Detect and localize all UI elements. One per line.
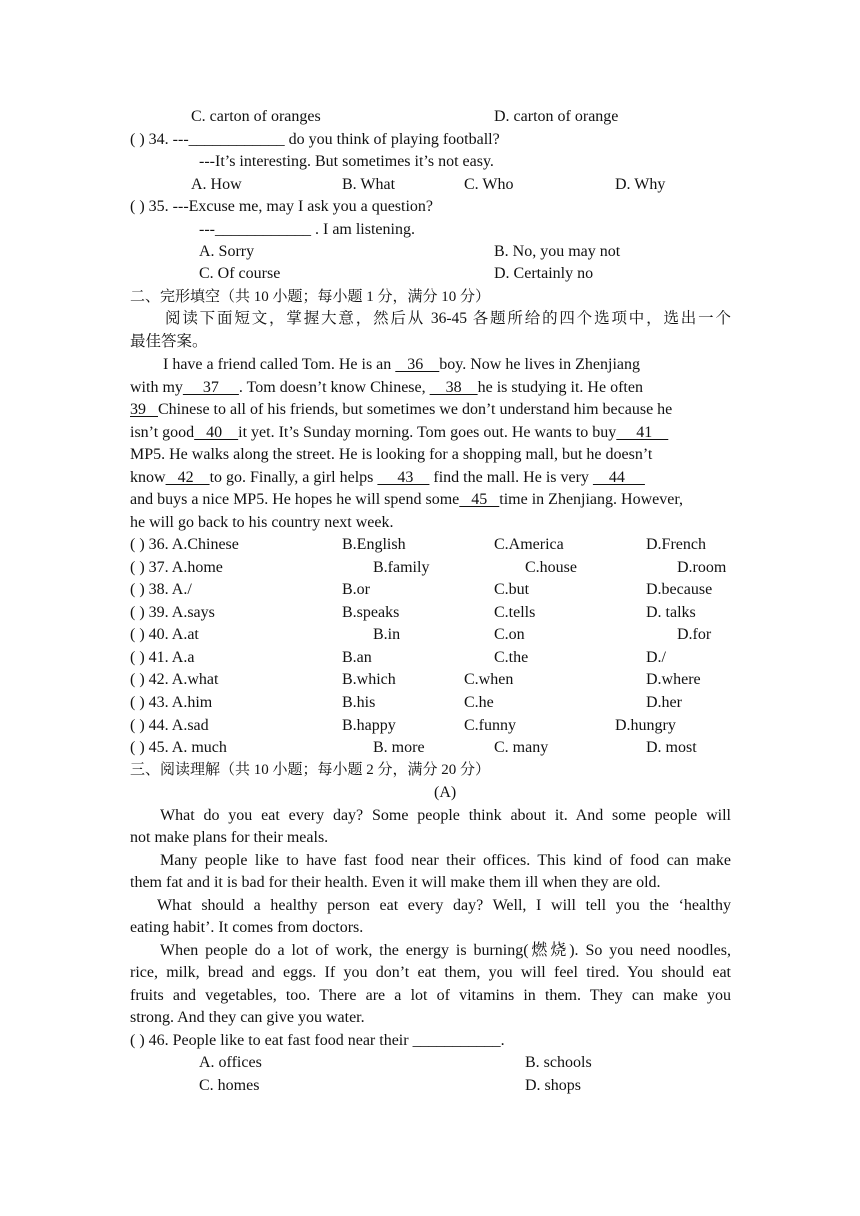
reading-p4-line-3: fruits and vegetables, too. There are a lot of vitamins in them. They can make you xyxy=(130,987,731,1004)
passage-text: isn’t good xyxy=(130,424,195,441)
blank-45: 45 xyxy=(459,491,500,508)
section-cloze-instruction-end: 最佳答案。 xyxy=(130,333,208,350)
cloze-38-option-c: C.but xyxy=(494,581,530,598)
passage-line-3 xyxy=(130,399,672,421)
cloze-37-option-b: B.family xyxy=(373,559,430,576)
q34-option-a: A. How xyxy=(191,176,242,193)
cloze-39-label: ( ) 39. A.says xyxy=(130,604,215,621)
blank-41: 41 xyxy=(616,424,669,441)
section-cloze-instruction: 阅读下面短文，掌握大意，然后从 36-45 各题所给的四个选项中，选出一个 xyxy=(165,310,731,327)
blank-43: 43 xyxy=(377,469,430,486)
cloze-40-option-b: B.in xyxy=(373,626,401,643)
passage-text: with my xyxy=(130,379,183,396)
q34-question xyxy=(130,129,500,151)
passage-line-8: he will go back to his country next week. xyxy=(130,514,394,531)
cloze-41-label: ( ) 41. A.a xyxy=(130,649,195,666)
reading-p3-line-1: What should a healthy person eat every day? Well, I will tell you the ‘healthy xyxy=(157,897,731,914)
cloze-37-option-d: D.room xyxy=(677,559,727,576)
reading-p1-line-1: What do you eat every day? Some people think about it. And some people will xyxy=(160,807,731,824)
cloze-42-label: ( ) 42. A.what xyxy=(130,671,219,688)
passage-line-7 xyxy=(130,489,683,511)
reading-p2-line-2: them fat and it is bad for their health. Even it will make them ill when they are old. xyxy=(130,874,661,891)
cloze-43-option-c: C.he xyxy=(464,694,494,711)
q35-option-a: A. Sorry xyxy=(199,243,255,260)
passage-line-1 xyxy=(163,354,640,376)
q35-answer xyxy=(199,219,415,241)
passage-text: I have a friend called Tom. He is an xyxy=(163,356,396,373)
cloze-45-label: ( ) 45. A. much xyxy=(130,739,227,756)
q46-option-c: C. homes xyxy=(199,1077,260,1094)
q33-option-d: D. carton of orange xyxy=(494,108,619,125)
q46-option-d: D. shops xyxy=(525,1077,582,1094)
cloze-40-label: ( ) 40. A.at xyxy=(130,626,199,643)
reading-p2-line-1: Many people like to have fast food near their offices. This kind of food can make xyxy=(160,852,731,869)
cloze-41-option-c: C.the xyxy=(494,649,529,666)
passage-line-6 xyxy=(130,467,645,489)
passage-a-label: (A) xyxy=(434,784,457,801)
blank-37: 37 xyxy=(182,379,239,396)
cloze-39-option-d: D. talks xyxy=(646,604,696,621)
cloze-43-option-b: B.his xyxy=(342,694,376,711)
q35-answer-prefix: --- xyxy=(199,221,215,238)
q34-option-d: D. Why xyxy=(615,176,666,193)
cloze-43-option-d: D.her xyxy=(646,694,682,711)
blank-40: 40 xyxy=(194,424,239,441)
cloze-38-label: ( ) 38. A./ xyxy=(130,581,192,598)
q34-answer: ---It’s interesting. But sometimes it’s not easy. xyxy=(199,153,494,170)
passage-text: it yet. It’s Sunday morning. Tom goes out. He wants to buy xyxy=(238,424,617,441)
q35-blank: ____________ xyxy=(214,221,311,238)
passage-text: boy. Now he lives in Zhenjiang xyxy=(439,356,640,373)
cloze-44-label: ( ) 44. A.sad xyxy=(130,717,209,734)
passage-line-4 xyxy=(130,422,668,444)
reading-p4-line-2: rice, milk, bread and eggs. If you don’t eat them, you will feel tired. You should eat xyxy=(130,964,731,981)
reading-p1-line-2: not make plans for their meals. xyxy=(130,829,329,846)
cloze-36-option-c: C.America xyxy=(494,536,564,553)
blank-38: 38 xyxy=(429,379,478,396)
passage-line-2 xyxy=(130,377,643,399)
cloze-42-option-c: C.when xyxy=(464,671,514,688)
blank-39: 39 xyxy=(130,401,158,418)
blank-36: 36 xyxy=(395,356,440,373)
q46-option-b: B. schools xyxy=(525,1054,592,1071)
section-cloze-heading: 二、完形填空（共 10 小题；每小题 1 分，满分 10 分） xyxy=(130,289,491,305)
cloze-41-option-b: B.an xyxy=(342,649,372,666)
q33-option-c: C. carton of oranges xyxy=(191,108,321,125)
cloze-38-option-d: D.because xyxy=(646,581,713,598)
q35-option-c: C. Of course xyxy=(199,265,281,282)
cloze-39-option-c: C.tells xyxy=(494,604,536,621)
blank-44: 44 xyxy=(592,469,645,486)
q35-option-d: D. Certainly no xyxy=(494,265,594,282)
reading-p4-line-1: When people do a lot of work, the energy is burning(燃烧). So you need noodles, xyxy=(160,942,731,959)
passage-text: and buys a nice MP5. He hopes he will spend some xyxy=(130,491,460,508)
cloze-44-option-b: B.happy xyxy=(342,717,396,734)
q34-option-c: C. Who xyxy=(464,176,514,193)
cloze-37-label: ( ) 37. A.home xyxy=(130,559,223,576)
passage-text: . Tom doesn’t know Chinese, xyxy=(238,379,430,396)
q34-text: do you think of playing football? xyxy=(284,131,500,148)
q35-answer-text: . I am listening. xyxy=(310,221,415,238)
cloze-39-option-b: B.speaks xyxy=(342,604,400,621)
cloze-40-option-c: C.on xyxy=(494,626,525,643)
cloze-45-option-b: B. more xyxy=(373,739,425,756)
cloze-45-option-c: C. many xyxy=(494,739,549,756)
cloze-43-label: ( ) 43. A.him xyxy=(130,694,213,711)
passage-text: know xyxy=(130,469,166,486)
q35-option-b: B. No, you may not xyxy=(494,243,621,260)
q46-question: ( ) 46. People like to eat fast food near their ___________. xyxy=(130,1032,505,1049)
cloze-44-option-c: C.funny xyxy=(464,717,516,734)
q34-option-b: B. What xyxy=(342,176,396,193)
cloze-42-option-d: D.where xyxy=(646,671,701,688)
cloze-41-option-d: D./ xyxy=(646,649,666,666)
cloze-38-option-b: B.or xyxy=(342,581,370,598)
q34-number: ( ) 34. --- xyxy=(130,131,189,148)
cloze-37-option-c: C.house xyxy=(525,559,577,576)
passage-text: Chinese to all of his friends, but sometimes we don’t understand him because he xyxy=(158,401,673,418)
cloze-36-label: ( ) 36. A.Chinese xyxy=(130,536,239,553)
cloze-42-option-b: B.which xyxy=(342,671,396,688)
q34-blank: ____________ xyxy=(188,131,285,148)
passage-text: time in Zhenjiang. However, xyxy=(499,491,684,508)
passage-text: find the mall. He is very xyxy=(429,469,593,486)
cloze-44-option-d: D.hungry xyxy=(615,717,676,734)
q35-question: ( ) 35. ---Excuse me, may I ask you a question? xyxy=(130,198,434,215)
q46-option-a: A. offices xyxy=(199,1054,262,1071)
passage-line-5: MP5. He walks along the street. He is looking for a shopping mall, but he doesn’t xyxy=(130,446,653,463)
cloze-36-option-b: B.English xyxy=(342,536,406,553)
cloze-40-option-d: D.for xyxy=(677,626,712,643)
reading-p4-line-4: strong. And they can give you water. xyxy=(130,1009,365,1026)
cloze-36-option-d: D.French xyxy=(646,536,706,553)
reading-p3-line-2: eating habit’. It comes from doctors. xyxy=(130,919,364,936)
passage-text: he is studying it. He often xyxy=(477,379,643,396)
cloze-45-option-d: D. most xyxy=(646,739,697,756)
blank-42: 42 xyxy=(165,469,210,486)
section-reading-heading: 三、阅读理解（共 10 小题；每小题 2 分，满分 20 分） xyxy=(130,762,491,778)
passage-text: to go. Finally, a girl helps xyxy=(209,469,378,486)
